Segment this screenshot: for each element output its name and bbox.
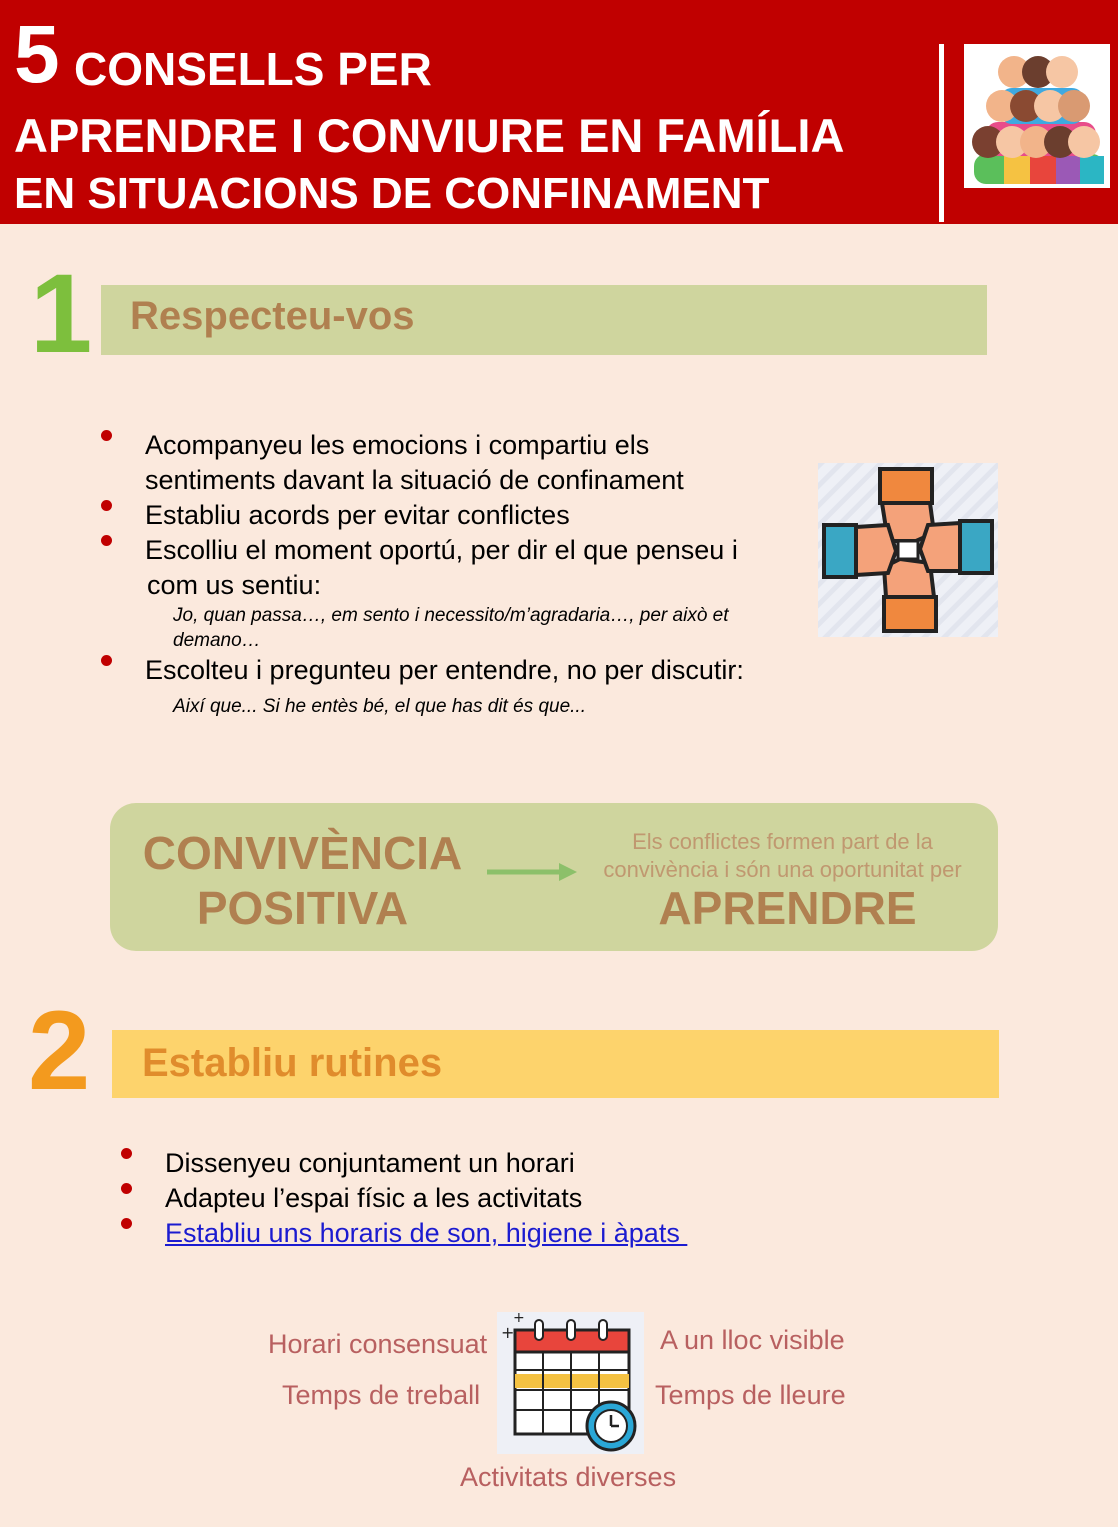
section1-bullet2: Establiu acords per evitar conflictes	[145, 500, 570, 530]
callout-title-line1: CONVIVÈNCIA	[142, 827, 463, 879]
section2-number: 2	[28, 988, 91, 1113]
right-arrow-icon	[487, 860, 579, 884]
section1-example1-line2: demano…	[173, 630, 261, 651]
callout-title-line2: POSITIVA	[196, 882, 409, 934]
section1-title: Respecteu-vos	[130, 294, 415, 338]
schedule-label-leisure: Temps de lleure	[655, 1380, 846, 1410]
schedule-label-consensus: Horari consensuat	[268, 1329, 488, 1359]
header-title-line1: CONSELLS PER	[74, 43, 432, 95]
section1-bullet3-line1: Escolliu el moment oportú, per dir el que penseu i	[145, 535, 738, 565]
svg-text:+: +	[513, 1312, 525, 1326]
bullet-dot	[121, 1218, 132, 1229]
section2-bullet2: Adapteu l’espai físic a les activitats	[165, 1183, 583, 1213]
schedule-label-visible: A un lloc visible	[660, 1325, 845, 1355]
callout-emphasis: APRENDRE	[658, 882, 917, 934]
bullet-dot	[121, 1183, 132, 1194]
schedule-label-work: Temps de treball	[282, 1380, 481, 1410]
callout-title	[130, 826, 475, 936]
section1-example1-line1: Jo, quan passa…, em sento i necessito/m’agradaria…, per això et	[173, 605, 729, 626]
header-title-line2: APRENDRE I CONVIURE EN FAMÍLIA	[14, 109, 845, 162]
calendar-clock-icon	[497, 1312, 644, 1454]
bullet-dot	[121, 1148, 132, 1159]
schedule-label-activities: Activitats diverses	[460, 1462, 677, 1492]
callout-subtitle-line1: Els conflictes formen part de la	[632, 829, 933, 854]
section1-example2: Així que... Si he entès bé, el que has dit és que...	[173, 696, 586, 717]
bullet-dot	[101, 655, 112, 666]
section1-number: 1	[30, 251, 93, 376]
section2-title: Establiu rutines	[142, 1041, 443, 1085]
section2-bullet3-link[interactable]: Establiu uns horaris de son, higiene i àpats	[165, 1218, 688, 1248]
callout-subtitle	[590, 828, 975, 884]
callout-subtitle-line2: convivència i són una oportunitat per	[603, 857, 962, 882]
section1-bullet3-line2: com us sentiu:	[147, 570, 322, 600]
header-divider	[939, 44, 944, 222]
section1-bullet1-line1: Acompanyeu les emocions i compartiu els	[145, 430, 650, 460]
bullet-dot	[101, 430, 112, 441]
bullet-dot	[101, 535, 112, 546]
section1-bullet4: Escolteu i pregunteu per entendre, no per discutir:	[145, 655, 744, 685]
header-number: 5	[14, 9, 60, 100]
section1-bullet1-line2: sentiments davant la situació de confinament	[145, 465, 684, 495]
svg-text:+: +	[501, 1323, 515, 1342]
header-title-line3: EN SITUACIONS DE CONFINAMENT	[14, 169, 770, 218]
family-group-icon	[964, 44, 1110, 188]
section2-bullet1: Dissenyeu conjuntament un horari	[165, 1148, 575, 1178]
bullet-dot	[101, 500, 112, 511]
hands-together-icon	[818, 463, 998, 637]
